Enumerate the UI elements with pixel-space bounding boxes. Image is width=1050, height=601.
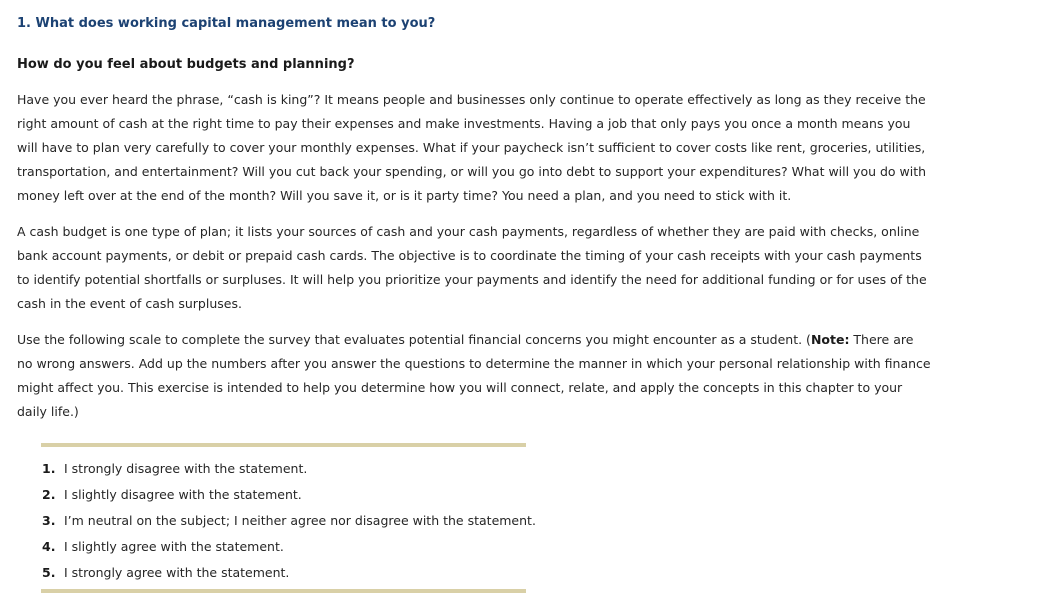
scale-text: I’m neutral on the subject; I neither agree nor disagree with the statement.	[64, 513, 536, 528]
scale-number: 3.	[42, 513, 56, 528]
paragraph-survey-instructions	[17, 328, 932, 424]
scale-item	[42, 456, 536, 482]
scale-number: 4.	[42, 539, 56, 554]
sub-heading: How do you feel about budgets and planning?	[17, 57, 355, 72]
scale-text: I slightly disagree with the statement.	[64, 487, 302, 502]
scale-item	[42, 508, 536, 534]
note-text: There are no wrong answers. Add up the numbers after you answer the questions to determine the manner in which your personal relationship with finance might affect you. This exercise is intended to help you determine how you will connect, relate, and apply the concepts in this chapter to your daily life.)	[17, 332, 931, 419]
survey-intro-text: Use the following scale to complete the survey that evaluates potential financial concerns you might encounter as a student. (	[17, 332, 811, 347]
note-label: Note:	[810, 332, 850, 347]
scale-item	[42, 534, 536, 560]
section-heading: 1. What does working capital management mean to you?	[17, 16, 436, 31]
scale-text: I slightly agree with the statement.	[64, 539, 284, 554]
paragraph-cash-is-king: Have you ever heard the phrase, “cash is king”? It means people and businesses only continue to operate effectively as long as they receive the right amount of cash at the right time to pay their expenses and make investments. Having a job that only pays you once a month means you will have to plan very carefully to cover your monthly expenses. What if your paycheck isn’t sufficient to cover costs like rent, groceries, utilities, transportation, and entertainment? Will you cut back your spending, or will you go into debt to support your expenditures? What will you do with money left over at the end of the month? Will you save it, or is it party time? You need a plan, and you need to stick with it.	[17, 92, 927, 203]
scale-item	[42, 482, 536, 508]
scale-text: I strongly disagree with the statement.	[64, 461, 308, 476]
scale-item	[42, 560, 536, 586]
scale-number: 5.	[42, 565, 56, 580]
rating-scale-list	[42, 456, 536, 586]
scale-number: 2.	[42, 487, 56, 502]
scale-text: I strongly agree with the statement.	[64, 565, 290, 580]
scale-number: 1.	[42, 461, 56, 476]
rating-scale-box	[41, 443, 536, 593]
paragraph-cash-budget: A cash budget is one type of plan; it lists your sources of cash and your cash payments, regardless of whether they are paid with checks, online bank account payments, or debit or prepaid cash cards. The objective is to coordinate the timing of your cash receipts with your cash payments to identify potential shortfalls or surpluses. It will help you prioritize your payments and identify the need for additional funding or for uses of the cash in the event of cash surpluses.	[17, 224, 927, 311]
